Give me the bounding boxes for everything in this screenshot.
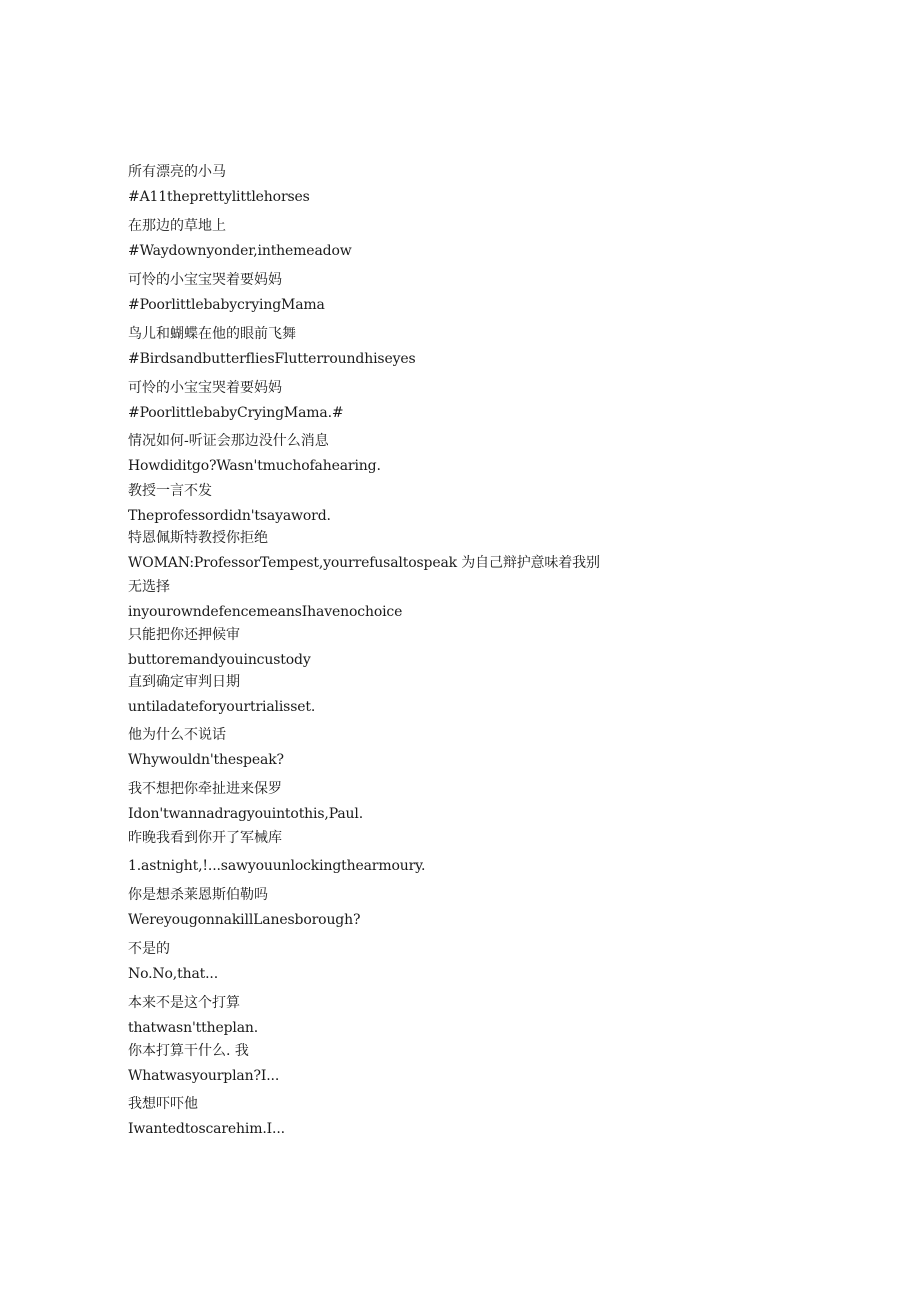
subtitle-line-zh: 直到确定审判日期 bbox=[128, 674, 240, 690]
subtitle-line-en: inyourowndefencemeansIhavenochoice bbox=[128, 604, 403, 620]
subtitle-line-zh: 不是的 bbox=[128, 941, 170, 957]
subtitle-line-en: #A11theprettylittlehorses bbox=[128, 189, 310, 205]
subtitle-line-zh: 本来不是这个打算 bbox=[128, 995, 240, 1011]
subtitle-line-zh: 教授一言不发 bbox=[128, 483, 212, 499]
subtitle-line-zh: 在那边的草地上 bbox=[128, 218, 226, 234]
subtitle-line-en: Idon'twannadragyouintothis,Paul. bbox=[128, 806, 364, 822]
subtitle-line-en: Whywouldn'thespeak? bbox=[128, 752, 284, 768]
subtitle-line-zh: 特恩佩斯特教授你拒绝 bbox=[128, 530, 268, 546]
subtitle-line-en: Howdiditgo?Wasn'tmuchofahearing. bbox=[128, 458, 381, 474]
subtitle-line-en: 1.astnight,!...sawyouunlockingthearmoury. bbox=[128, 858, 426, 874]
subtitle-line-en: #PoorlittlebabyCryingMama.# bbox=[128, 405, 344, 421]
subtitle-line-zh: 你是想杀莱恩斯伯勒吗 bbox=[128, 887, 268, 903]
subtitle-line-zh: 无选择 bbox=[128, 579, 170, 595]
subtitle-line-mixed: WOMAN:ProfessorTempest,yourrefusaltospeak 为自己辩护意味着我别 bbox=[128, 555, 600, 571]
subtitle-line-en: untiladateforyourtrialisset. bbox=[128, 699, 316, 715]
subtitle-line-zh: 所有漂亮的小马 bbox=[128, 164, 226, 180]
subtitle-line-en: #Waydownyonder,inthemeadow bbox=[128, 243, 352, 259]
subtitle-line-zh: 可怜的小宝宝哭着要妈妈 bbox=[128, 272, 282, 288]
subtitle-line-en: Whatwasyourplan?I... bbox=[128, 1068, 280, 1084]
subtitle-line-zh: 昨晚我看到你开了军械库 bbox=[128, 830, 282, 846]
subtitle-line-zh: 我想吓吓他 bbox=[128, 1096, 198, 1112]
subtitle-line-en: #PoorlittlebabycryingMama bbox=[128, 297, 325, 313]
subtitle-line-en: buttoremandyouincustody bbox=[128, 652, 311, 668]
subtitle-line-en: Iwantedtoscarehim.I... bbox=[128, 1121, 285, 1137]
subtitle-line-en: WereyougonnakillLanesborough? bbox=[128, 912, 361, 928]
subtitle-line-zh: 你本打算干什么. 我 bbox=[128, 1043, 249, 1059]
subtitle-line-zh: 情况如何-听证会那边没什么消息 bbox=[128, 433, 329, 449]
subtitle-line-zh: 他为什么不说话 bbox=[128, 727, 226, 743]
subtitle-line-en: No.No,that... bbox=[128, 966, 219, 982]
subtitle-line-en: thatwasn'ttheplan. bbox=[128, 1020, 259, 1036]
subtitle-line-zh: 我不想把你牵扯进来保罗 bbox=[128, 781, 282, 797]
subtitle-line-zh: 只能把你还押候审 bbox=[128, 627, 240, 643]
subtitle-line-zh: 鸟儿和蝴蝶在他的眼前飞舞 bbox=[128, 326, 296, 342]
subtitle-line-zh: 可怜的小宝宝哭着要妈妈 bbox=[128, 380, 282, 396]
subtitle-line-en: #BirdsandbutterfliesFlutterroundhiseyes bbox=[128, 351, 416, 367]
subtitle-line-en: Theprofessordidn'tsayaword. bbox=[128, 508, 331, 524]
